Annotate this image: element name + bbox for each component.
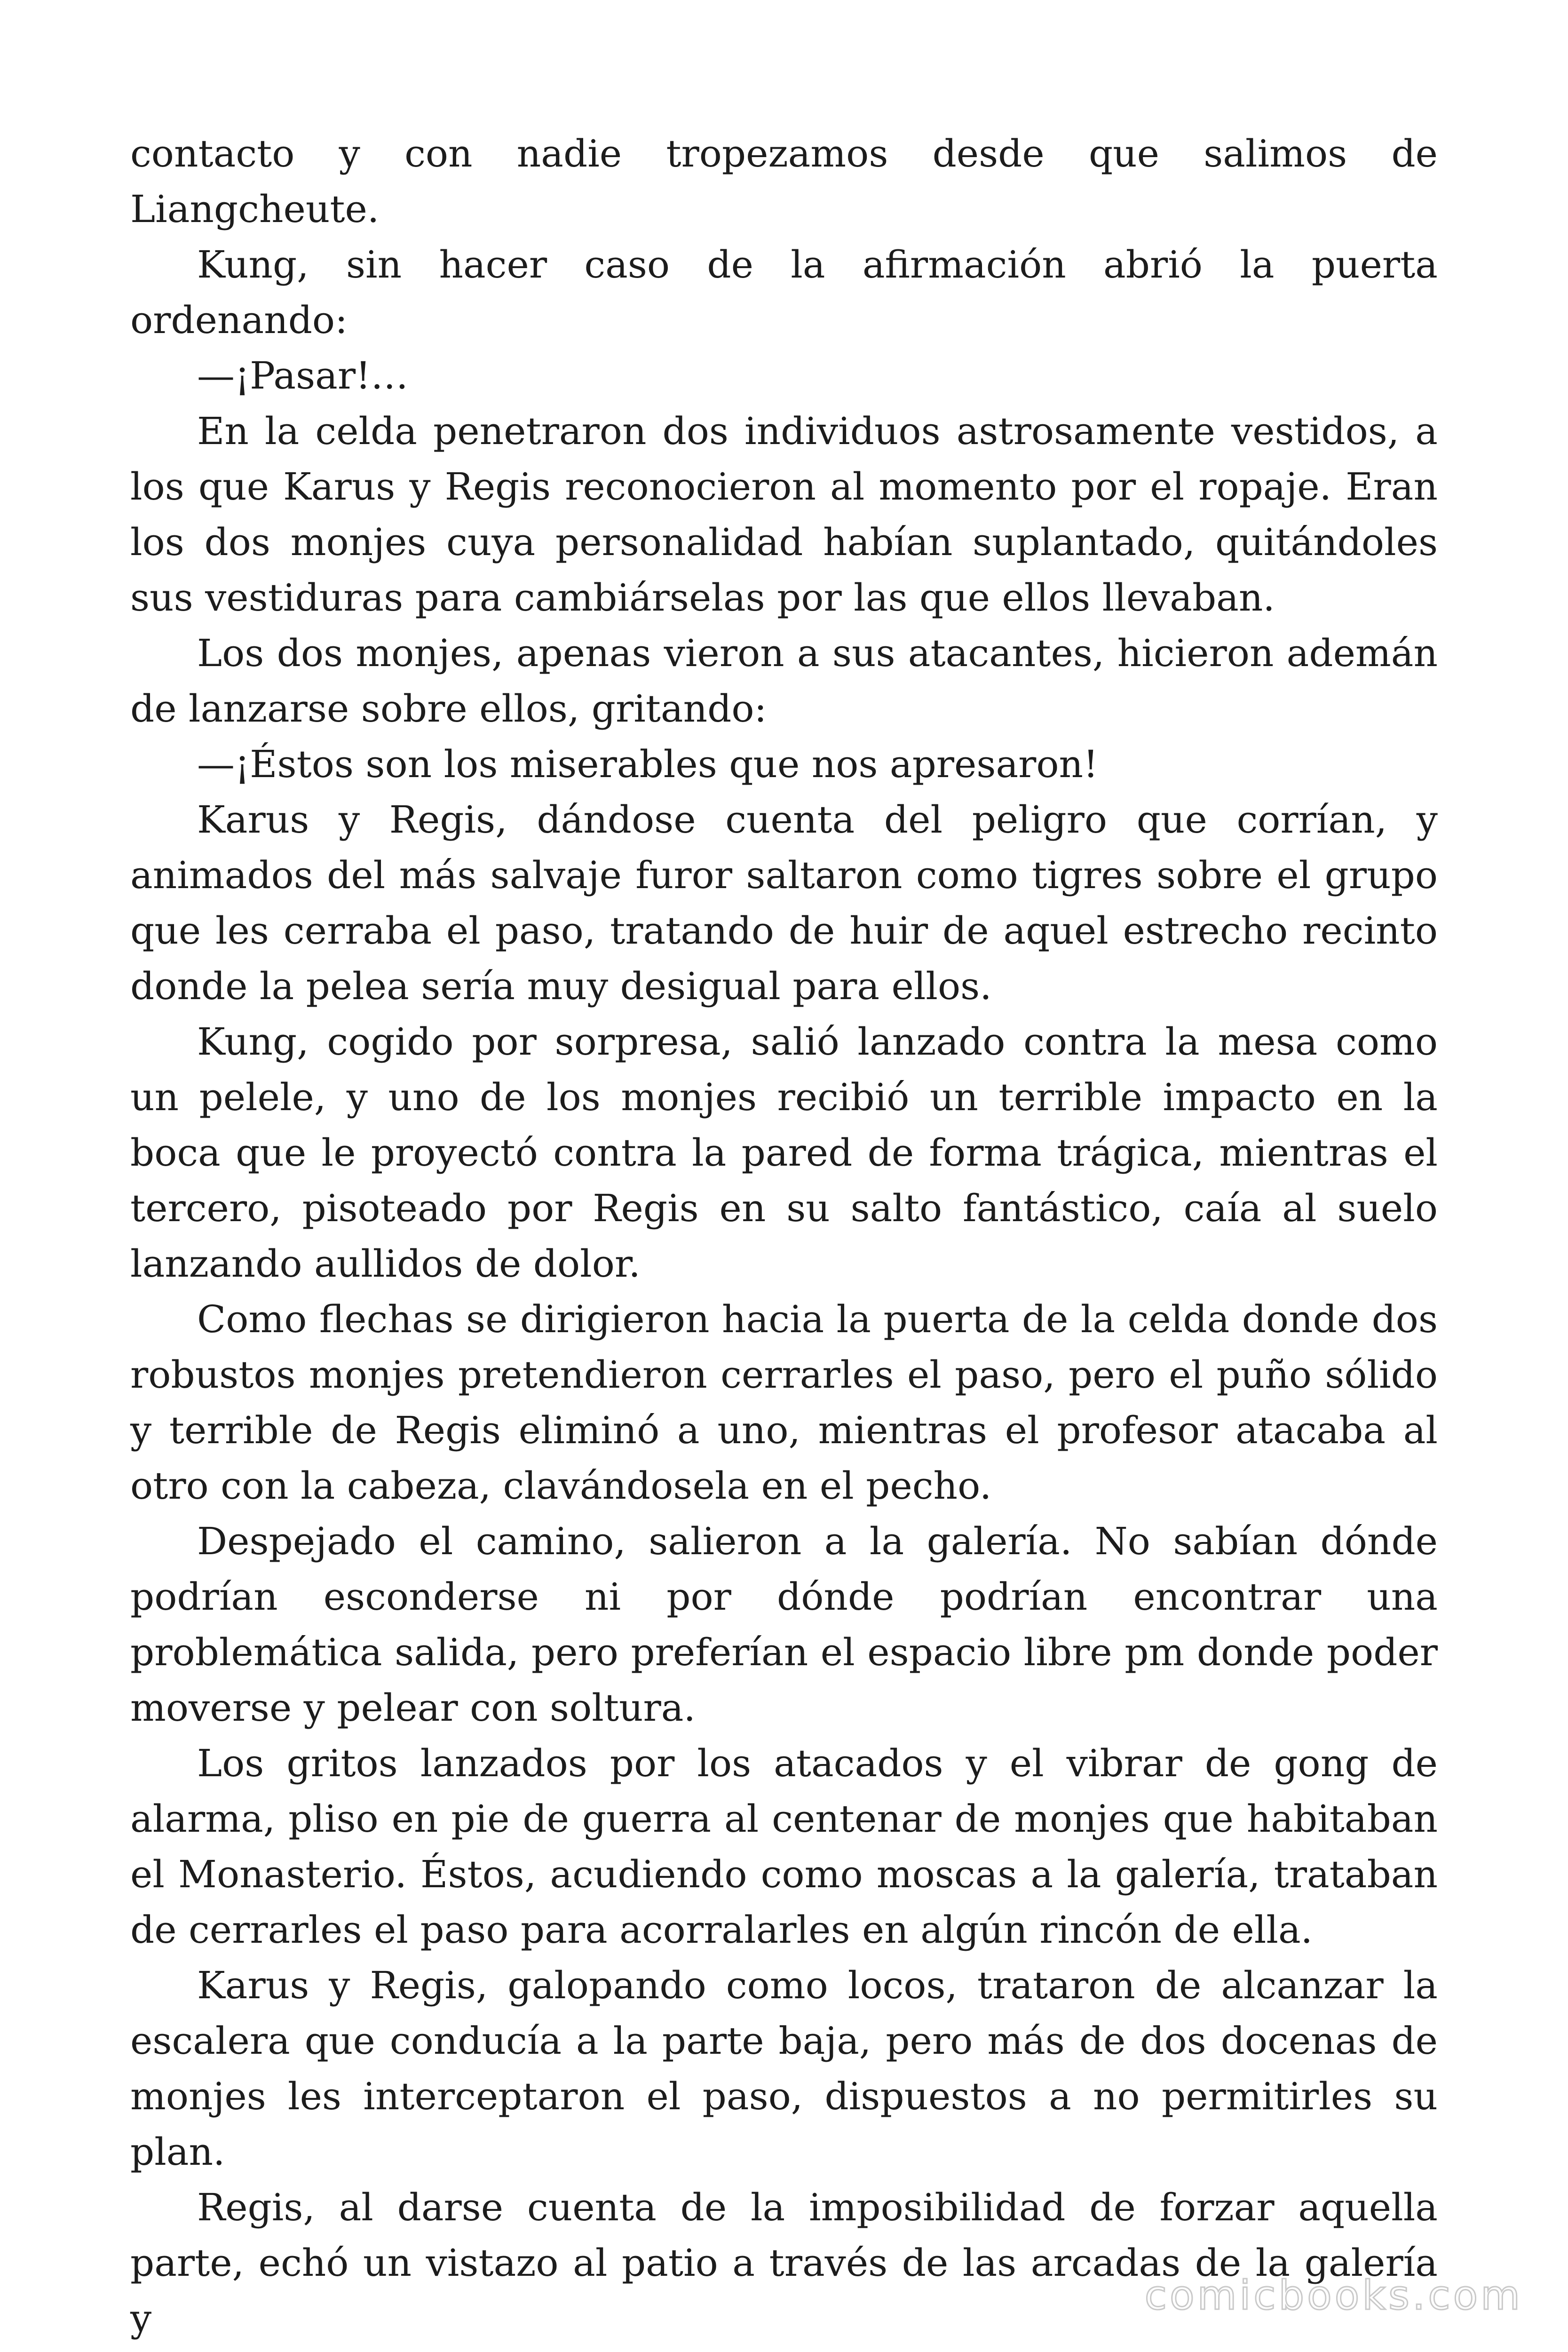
- paragraph: En la celda penetraron dos individuos astrosamente vestidos, a los que Karus y Regis reconocieron al momento por el ropaje. Eran los dos monjes cuya personalidad habían suplantado, quitándoles sus vestiduras para cambiárselas por las que ellos llevaban.: [130, 409, 1438, 620]
- paragraph: Karus y Regis, galopando como locos, trataron de alcanzar la escalera que conducía a la parte baja, pero más de dos docenas de monjes les interceptaron el paso, dispuestos a no permitirles su plan.: [130, 1963, 1438, 2174]
- paragraph: Como flechas se dirigieron hacia la puerta de la celda donde dos robustos monjes pretendieron cerrarles el paso, pero el puño sólido y terrible de Regis eliminó a uno, mientras el profesor atacaba al otro con la cabeza, clavándosela en el pecho.: [130, 1297, 1438, 1508]
- paragraph: Los dos monjes, apenas vieron a sus atacantes, hicieron ademán de lanzarse sobre ellos, gritando:: [130, 631, 1438, 731]
- paragraph-dialogue: —¡Éstos son los miserables que nos apresaron!: [197, 742, 1099, 786]
- paragraph: Kung, sin hacer caso de la afirmación abrió la puerta ordenando:: [130, 243, 1438, 342]
- watermark: comicbooks.com: [1144, 2272, 1523, 2319]
- paragraph-continued: contacto y con nadie tropezamos desde que salimos de Liangcheute.: [130, 132, 1438, 231]
- paragraph-dialogue: —¡Pasar!…: [197, 354, 409, 397]
- paragraph: Despejado el camino, salieron a la galería. No sabían dónde podrían esconderse ni por dónde podrían encontrar una problemática salida, pero preferían el espacio libre pm donde poder moverse y pelear con soltura.: [130, 1519, 1438, 1730]
- paragraph: Karus y Regis, dándose cuenta del peligro que corrían, y animados del más salvaje furor saltaron como tigres sobre el grupo que les cerraba el paso, tratando de huir de aquel estrecho recinto donde la pelea sería muy desigual para ellos.: [130, 798, 1438, 1008]
- paragraph: Los gritos lanzados por los atacados y el vibrar de gong de alarma, pliso en pie de guerra al centenar de monjes que habitaban el Monasterio. Éstos, acudiendo como moscas a la galería, trataban de cerrarles el paso para acorralarles en algún rincón de ella.: [130, 1741, 1438, 1952]
- paragraph: Regis, al darse cuenta de la imposibilidad de forzar aquella parte, echó un vistazo al patio a través de las arcadas de la galería y: [130, 2185, 1438, 2340]
- page-body: [130, 126, 1438, 2346]
- paragraph: Kung, cogido por sorpresa, salió lanzado contra la mesa como un pelele, y uno de los monjes recibió un terrible impacto en la boca que le proyectó contra la pared de forma trágica, mientras el tercero, pisoteado por Regis en su salto fantástico, caía al suelo lanzando aullidos de dolor.: [130, 1020, 1438, 1286]
